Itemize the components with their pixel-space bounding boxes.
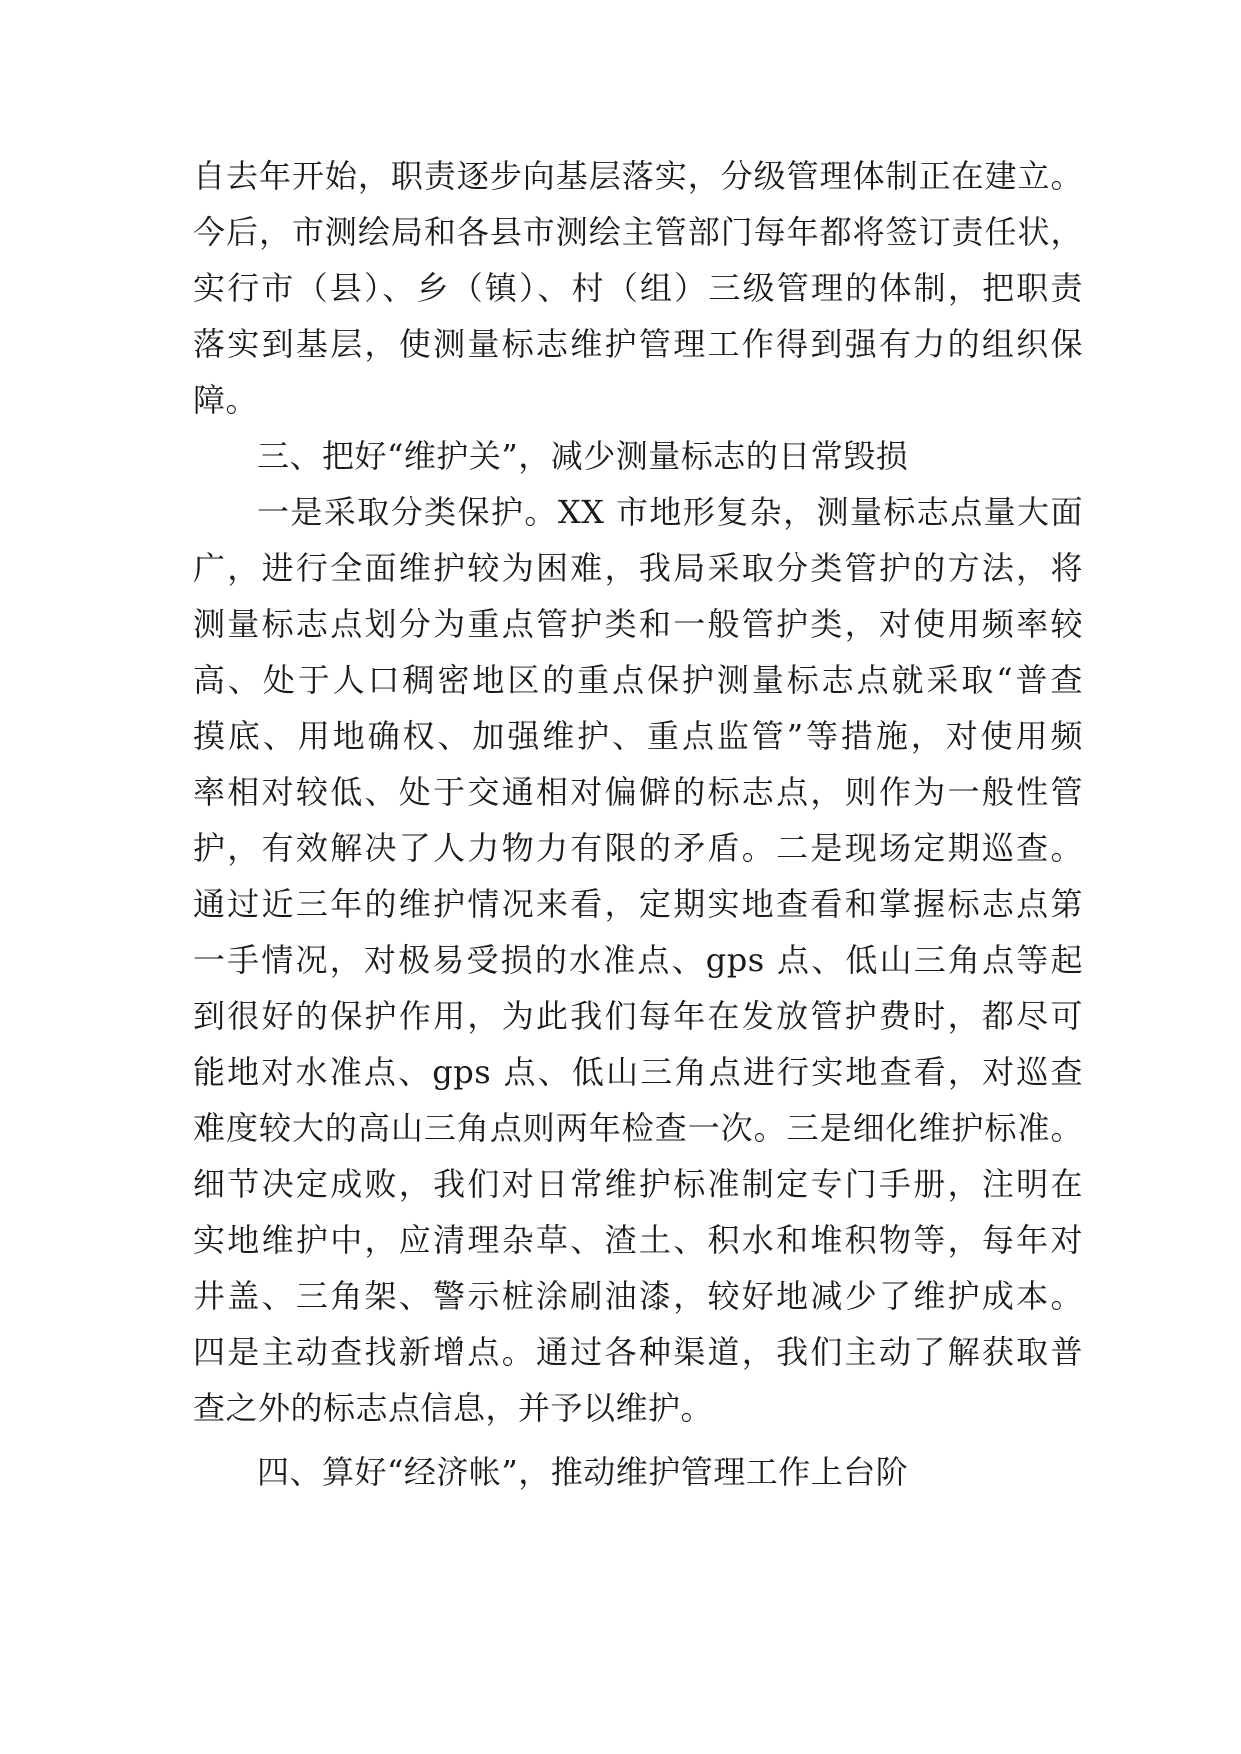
text-line: 能地对水准点、gps 点、低山三角点进行实地查看，对巡查 [193, 1053, 1083, 1091]
text-line: 一手情况，对极易受损的水准点、gps 点、低山三角点等起 [193, 941, 1083, 979]
paragraph-responsibility [193, 148, 1083, 428]
text-line: 四是主动查找新增点。通过各种渠道，我们主动了解获取普 [193, 1333, 1083, 1371]
document-body [193, 148, 1083, 1500]
text-line: 落实到基层，使测量标志维护管理工作得到强有力的组织保 [193, 325, 1083, 363]
text-line: 实行市（县）、乡（镇）、村（组）三级管理的体制，把职责 [193, 269, 1083, 307]
paragraph-maintenance [193, 484, 1083, 1436]
text-line: 细节决定成败，我们对日常维护标准制定专门手册，注明在 [193, 1165, 1083, 1203]
text-line: 井盖、三角架、警示桩涂刷油漆，较好地减少了维护成本。 [193, 1277, 1083, 1315]
text-line: 广，进行全面维护较为困难，我局采取分类管护的方法，将 [193, 549, 1083, 587]
text-line: 到很好的保护作用，为此我们每年在发放管护费时，都尽可 [193, 997, 1083, 1035]
section-heading-4: 四、算好“经济帐”，推动维护管理工作上台阶 [257, 1453, 909, 1491]
text-line: 护，有效解决了人力物力有限的矛盾。二是现场定期巡查。 [193, 829, 1083, 867]
section-heading-3: 三、把好“维护关”，减少测量标志的日常毁损 [257, 437, 909, 475]
text-line: 查之外的标志点信息，并予以维护。 [193, 1389, 714, 1427]
text-line: 障。 [193, 381, 259, 419]
text-line: 自去年开始，职责逐步向基层落实，分级管理体制正在建立。 [193, 157, 1083, 195]
text-line: 率相对较低、处于交通相对偏僻的标志点，则作为一般性管 [193, 773, 1083, 811]
text-line: 摸底、用地确权、加强维护、重点监管”等措施，对使用频 [193, 717, 1083, 755]
text-line: 难度较大的高山三角点则两年检查一次。三是细化维护标准。 [193, 1109, 1083, 1147]
text-line: 一是采取分类保护。XX 市地形复杂，测量标志点量大面 [257, 493, 1083, 531]
text-line: 实地维护中，应清理杂草、渣土、积水和堆积物等，每年对 [193, 1221, 1083, 1259]
text-line: 通过近三年的维护情况来看，定期实地查看和掌握标志点第 [193, 885, 1083, 923]
text-line: 高、处于人口稠密地区的重点保护测量标志点就采取“普查 [193, 661, 1083, 699]
text-line: 测量标志点划分为重点管护类和一般管护类，对使用频率较 [193, 605, 1083, 643]
text-line: 今后，市测绘局和各县市测绘主管部门每年都将签订责任状， [193, 213, 1083, 251]
